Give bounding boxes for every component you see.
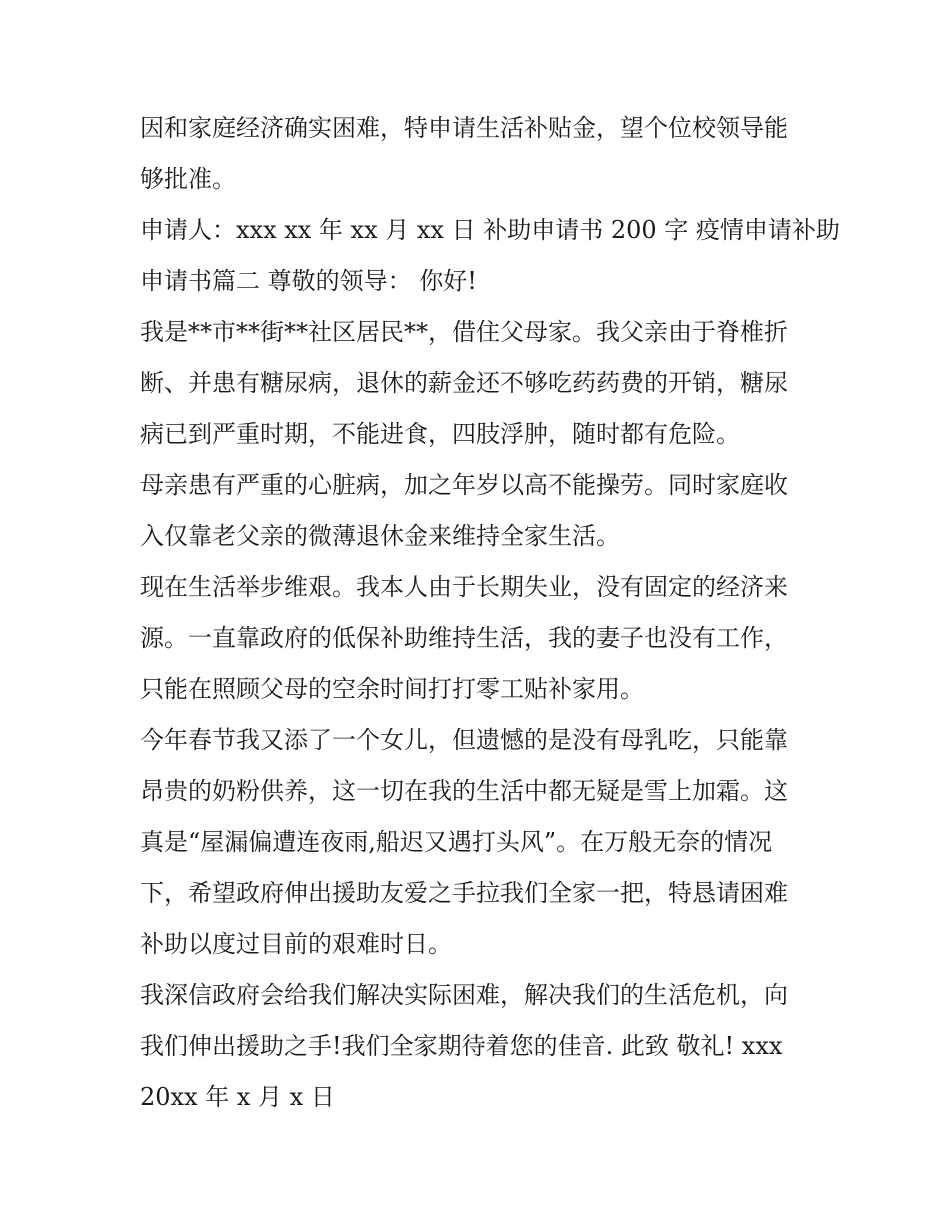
closing-line: 我们伸出援助之手!我们全家期待着您的佳音. 此致 敬礼! xxx [140,1032,783,1060]
text-line: 现在生活举步维艰。我本人由于长期失业，没有固定的经济来 [140,573,788,601]
document-body [140,103,840,1123]
text-line: 断、并患有糖尿病，退休的薪金还不够吃药药费的开销，糖尿 [140,369,788,397]
text-line: 今年春节我又添了一个女儿，但遗憾的是没有母乳吃，只能靠 [140,726,788,754]
date-line: 20xx 年 x 月 x 日 [140,1083,335,1111]
text-line: 只能在照顾父母的空余时间打打零工贴补家用。 [140,675,644,703]
text-line: 母亲患有严重的心脏病，加之年岁以高不能操劳。同时家庭收 [140,471,788,499]
text-line: 补助以度过目前的艰难时日。 [140,930,452,958]
text-line: 我深信政府会给我们解决实际困难，解决我们的生活危机，向 [140,981,788,1009]
text-line: 因和家庭经济确实困难，特申请生活补贴金，望个位校领导能 [140,114,788,142]
text-line: 够批准。 [140,165,236,193]
text-line: 真是“屋漏偏遭连夜雨,船迟又遇打头风”。在万般无奈的情况 [140,828,773,856]
text-line: 源。一直靠政府的低保补助维持生活，我的妻子也没有工作， [140,624,788,652]
text-line: 昂贵的奶粉供养，这一切在我的生活中都无疑是雪上加霜。这 [140,777,788,805]
text-line: 下，希望政府伸出援助友爱之手拉我们全家一把，特恳请困难 [140,879,788,907]
greeting-line: 申请书篇二 尊敬的领导： 你好! [140,267,477,295]
applicant-line: 申请人：xxx xx 年 xx 月 xx 日 补助申请书 200 字 疫情申请补助 [140,216,840,244]
text-line: 我是**市**街**社区居民**，借住父母家。我父亲由于脊椎折 [140,318,788,346]
text-line: 入仅靠老父亲的微薄退休金来维持全家生活。 [140,522,620,550]
text-line: 病已到严重时期，不能进食，四肢浮肿，随时都有危险。 [140,420,740,448]
